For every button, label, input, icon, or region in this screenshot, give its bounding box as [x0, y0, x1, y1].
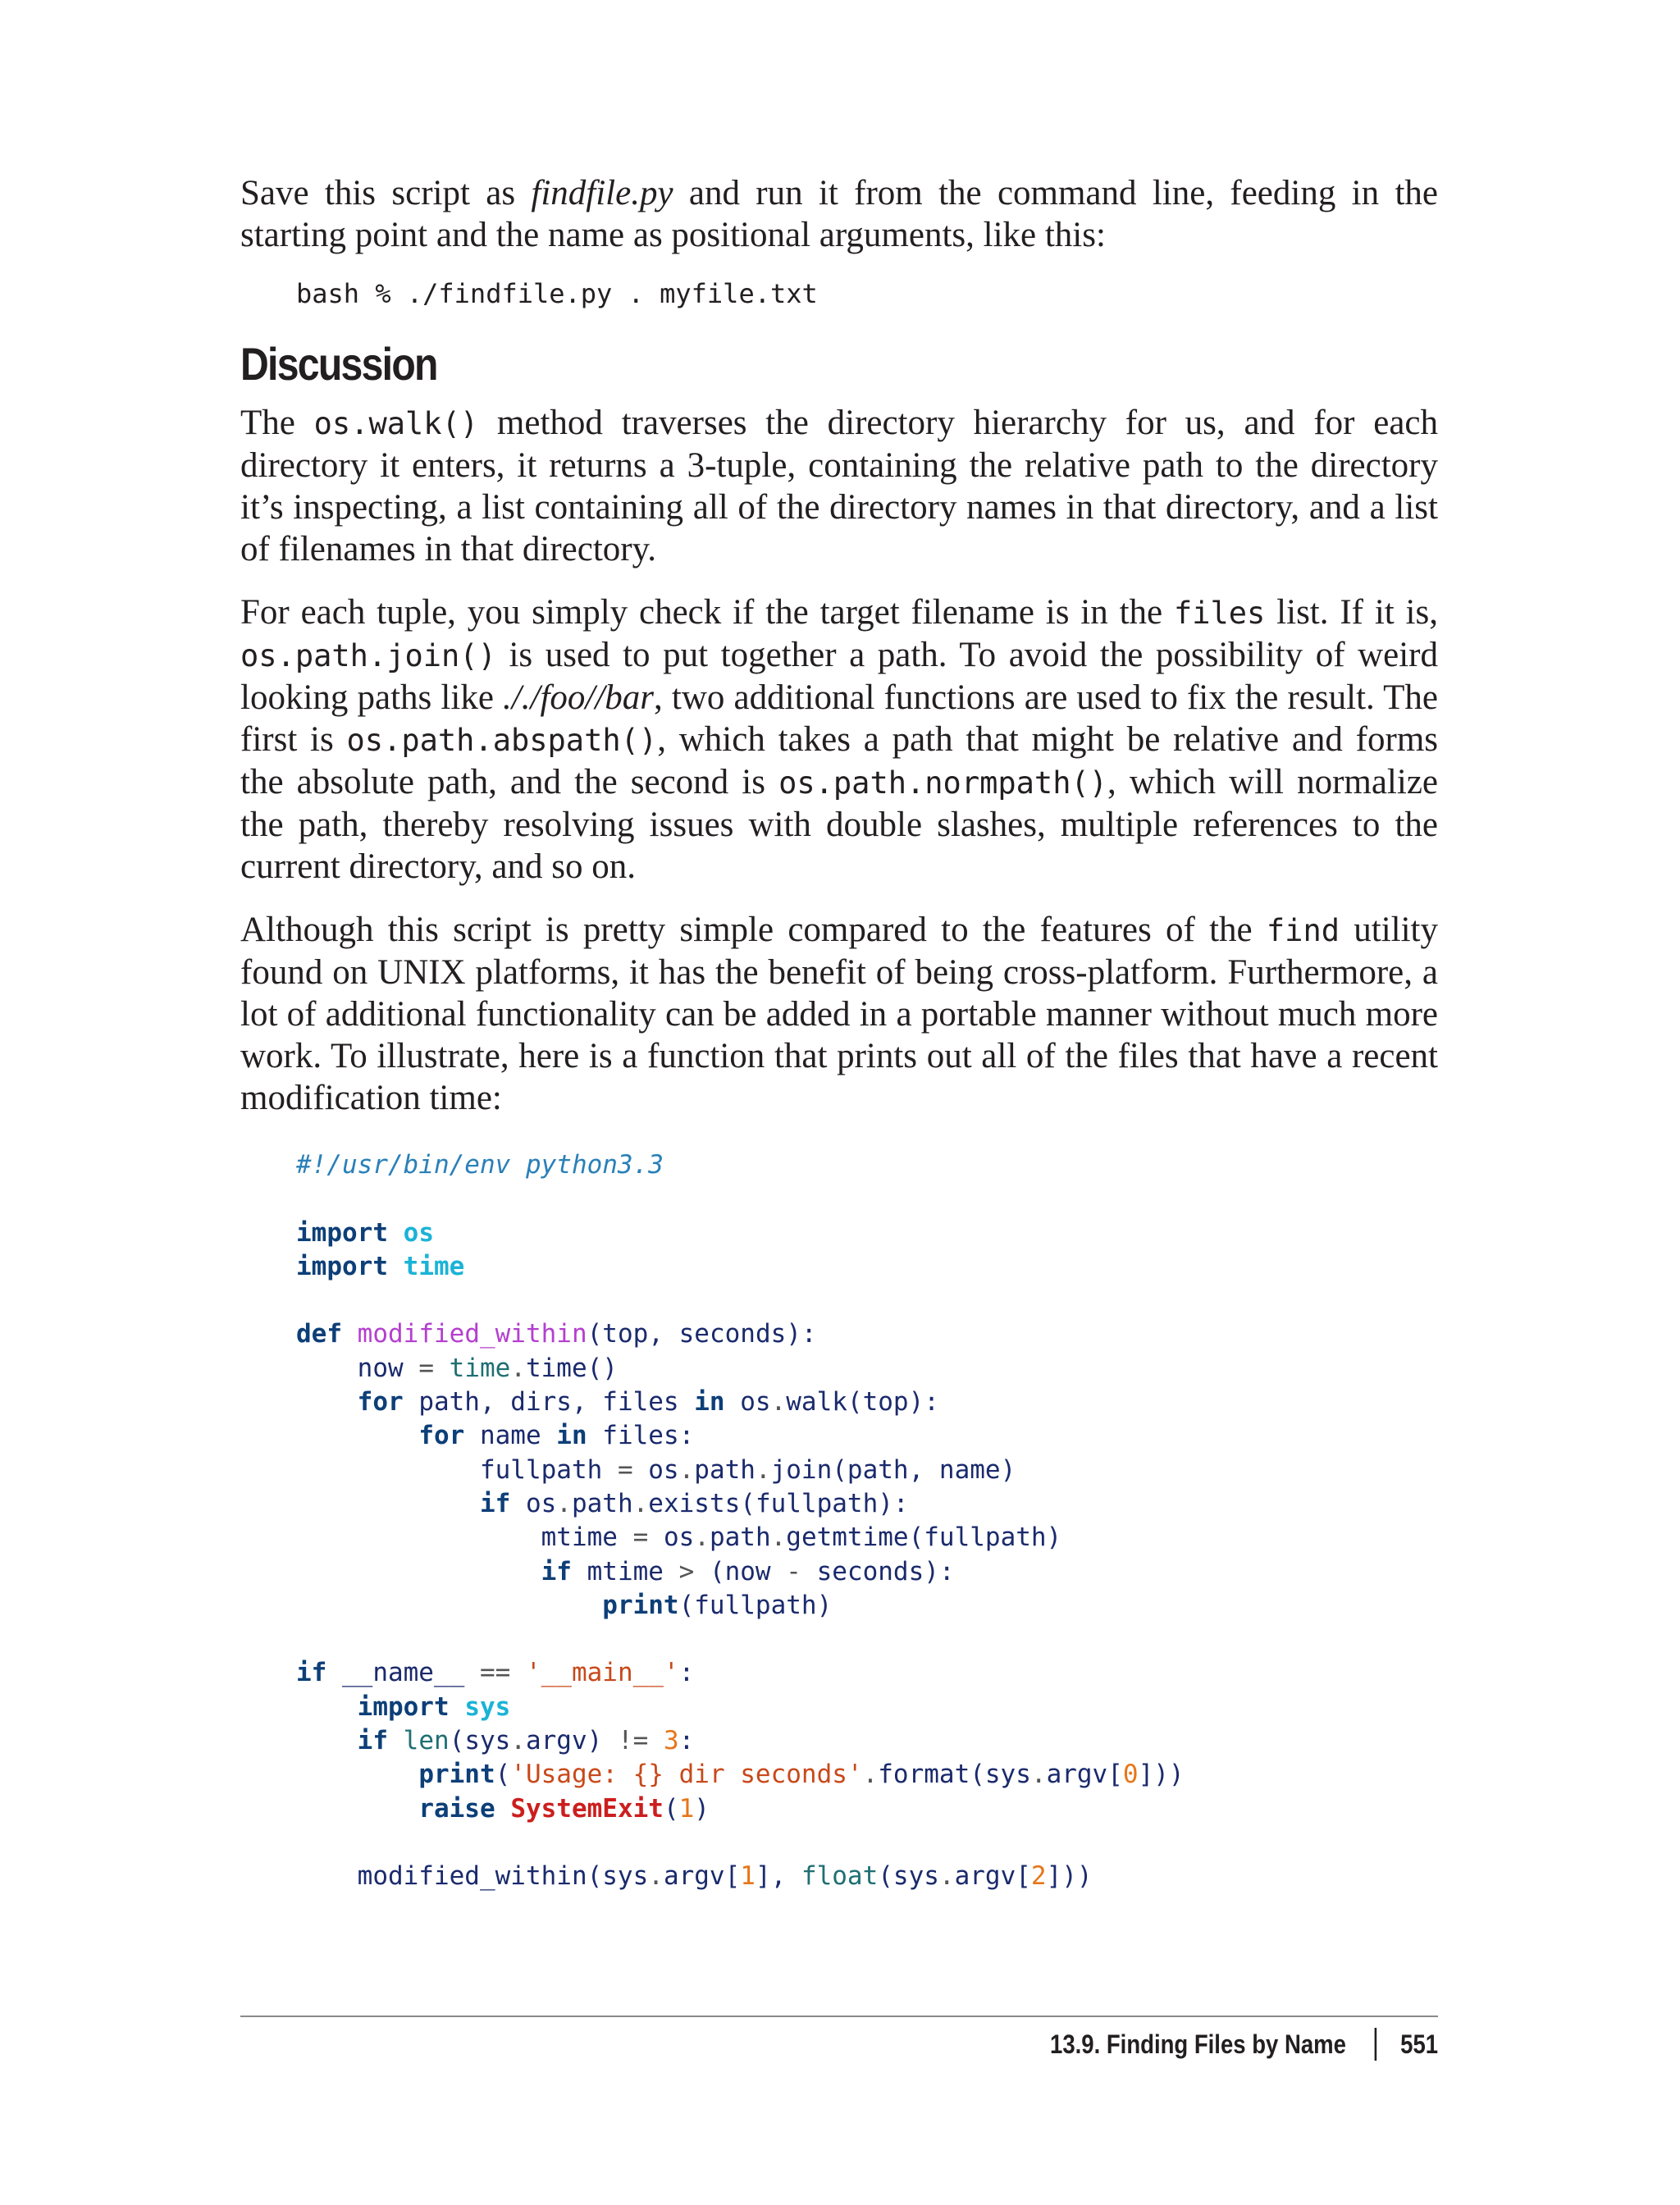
code-token-builtin: float [801, 1861, 879, 1892]
code-token-plain: fullpath [296, 1454, 618, 1485]
inline-code: os.path.join() [240, 638, 496, 673]
code-token-plain: __name__ [326, 1658, 480, 1688]
text-run: utility found on UNIX platforms, it has the benefit of being cross-platform. Furthermore, a lot of additional functionality can be added in a portable manner without much more work. To illustrate, here is a function that prints out all of the files that have a recent modification time: [240, 911, 1447, 1117]
code-token-plain [296, 1557, 541, 1586]
code-token-plain: time() [525, 1353, 618, 1383]
code-token-number: 2 [1030, 1861, 1047, 1892]
code-token-op: != [617, 1726, 649, 1756]
code-token-plain: os [510, 1488, 557, 1518]
code-token-plain: path [571, 1488, 633, 1518]
code-token-plain: (now [694, 1556, 787, 1586]
code-token-plain: os [632, 1454, 679, 1485]
code-token-plain [296, 1760, 418, 1789]
code-token-module: sys [464, 1691, 511, 1722]
code-token-number: 3 [663, 1726, 679, 1756]
code-line [296, 1521, 1438, 1554]
code-line [296, 1691, 1438, 1724]
code-token-plain: join(path, name) [770, 1454, 1016, 1485]
code-token-keyword: in [694, 1387, 725, 1418]
code-line [296, 1386, 1438, 1419]
code-token-keyword: print [418, 1760, 495, 1790]
code-token-op: . [862, 1760, 879, 1790]
text-run: The [240, 404, 314, 442]
shell-command: bash % ./findfile.py . myfile.txt [296, 278, 818, 309]
code-token-plain: os [648, 1522, 695, 1553]
inline-code: files [1173, 596, 1266, 631]
code-token-plain: : [678, 1658, 695, 1688]
code-line [296, 1487, 1438, 1521]
code-token-plain [388, 1726, 404, 1755]
code-token-plain [296, 1692, 358, 1722]
code-token-string: 'Usage: {} dir seconds' [510, 1760, 863, 1790]
code-token-op: . [770, 1522, 787, 1553]
code-token-plain: (top, seconds): [587, 1319, 817, 1349]
code-line [296, 1656, 1438, 1690]
italic-text: findfile.py [531, 174, 673, 212]
code-token-module: os [403, 1217, 434, 1248]
code-token-plain [495, 1794, 511, 1824]
code-token-plain: argv[ [954, 1861, 1031, 1892]
intro-paragraph [240, 172, 1447, 256]
footer-section-title: 13.9. Finding Files by Name [1049, 2029, 1346, 2059]
code-token-op: . [1030, 1760, 1047, 1790]
code-line [296, 1792, 1438, 1826]
inline-code: find [1266, 913, 1340, 948]
code-token-exception: SystemExit [510, 1793, 664, 1824]
code-token-op: == [479, 1658, 511, 1688]
code-token-builtin: time [449, 1353, 511, 1383]
inline-code: os.walk() [313, 406, 479, 441]
code-token-plain: now [296, 1353, 419, 1383]
code-line [296, 1284, 1438, 1317]
code-token-plain: path [694, 1454, 756, 1485]
text-run: is used to put together a path. To avoid the possibility of weird looking paths like [240, 636, 1447, 717]
code-token-plain [510, 1658, 526, 1687]
code-token-op: = [418, 1353, 434, 1383]
inline-code: os.path.normpath() [778, 765, 1108, 801]
code-token-builtin: len [403, 1726, 450, 1756]
code-token-plain [434, 1354, 450, 1383]
code-line [296, 1758, 1438, 1792]
code-token-plain [342, 1319, 358, 1349]
code-token-number: 1 [740, 1861, 756, 1892]
footer-rule [240, 2016, 1438, 2017]
italic-text: ././foo//bar [503, 678, 655, 717]
code-token-keyword: if [479, 1488, 511, 1518]
code-line [296, 1317, 1438, 1351]
code-token-plain: path, dirs, files [403, 1387, 695, 1418]
page-footer [1050, 2028, 1438, 2061]
code-line [296, 1623, 1438, 1656]
code-token-op: = [617, 1454, 633, 1485]
code-line [296, 1454, 1438, 1487]
code-token-plain: argv[ [663, 1861, 741, 1892]
code-token-plain: : [678, 1726, 695, 1756]
code-token-plain: mtime [296, 1522, 633, 1553]
code-token-plain [450, 1692, 465, 1722]
code-token-plain: exists(fullpath): [648, 1488, 909, 1518]
code-token-plain: (sys [449, 1726, 511, 1756]
page-number: 551 [1400, 2029, 1438, 2059]
code-token-keyword: if [357, 1726, 388, 1756]
code-token-plain: name [464, 1421, 557, 1451]
code-token-keyword: import [296, 1251, 388, 1281]
code-token-op: . [648, 1861, 664, 1892]
code-token-plain: ( [495, 1760, 511, 1790]
code-token-keyword: import [296, 1217, 388, 1248]
code-token-keyword: if [296, 1658, 327, 1688]
code-token-plain: walk(top): [786, 1387, 939, 1418]
code-token-plain: files: [587, 1421, 695, 1451]
body-paragraph-find [240, 909, 1447, 1119]
code-line [296, 1724, 1438, 1758]
code-line [296, 1352, 1438, 1386]
code-line [296, 1250, 1438, 1284]
code-listing [240, 1148, 1438, 1894]
code-token-keyword: import [357, 1691, 450, 1722]
code-token-op: . [938, 1861, 955, 1892]
code-token-op: . [632, 1488, 649, 1518]
code-token-plain: path [709, 1522, 771, 1553]
code-token-keyword: for [418, 1421, 465, 1451]
code-token-plain [296, 1591, 602, 1620]
body-paragraph-tuple [240, 591, 1447, 888]
code-token-op: . [694, 1522, 710, 1553]
code-line [296, 1217, 1438, 1250]
code-token-op: - [786, 1556, 801, 1586]
text-run: For each tuple, you simply check if the target filename is in the [240, 593, 1174, 632]
code-token-op: = [632, 1522, 649, 1553]
inline-code: os.path.abspath() [346, 723, 658, 758]
code-token-plain: (fullpath) [678, 1590, 833, 1620]
code-token-number: 1 [678, 1793, 695, 1824]
code-token-number: 0 [1122, 1760, 1139, 1790]
code-token-plain: ( [663, 1793, 679, 1824]
code-token-plain [388, 1252, 404, 1281]
code-token-keyword: for [357, 1387, 404, 1418]
code-token-keyword: if [541, 1556, 572, 1586]
text-run: Save this script as [240, 174, 532, 212]
code-line [296, 1826, 1438, 1860]
code-token-plain: mtime [571, 1556, 679, 1586]
text-run: and run it from the command line, feeding in the starting point and the name as positional arguments, like this: [240, 174, 1447, 254]
code-token-keyword: print [602, 1590, 679, 1620]
code-token-plain: os [724, 1387, 771, 1418]
text-run: , which takes a path that might be relative and forms the absolute path, and the second is [240, 720, 1447, 801]
text-run: list. If it is, [1265, 593, 1447, 632]
code-line [296, 1419, 1438, 1453]
code-token-plain: ) [694, 1793, 710, 1824]
section-heading: Discussion [240, 338, 437, 390]
code-token-op: . [770, 1387, 787, 1418]
code-token-plain [296, 1421, 418, 1450]
code-token-keyword: def [296, 1319, 342, 1349]
body-paragraph-walk [240, 402, 1447, 570]
text-run: , which will normalize the path, thereby resolving issues with double slashes, multiple references to the current directory, and so on. [240, 763, 1447, 886]
text-run: , two additional functions are used to fix the result. The first is [240, 678, 1447, 759]
footer-separator [1374, 2028, 1376, 2061]
code-token-plain: ])) [1138, 1760, 1185, 1790]
code-token-op: . [678, 1454, 695, 1485]
code-token-module: time [403, 1251, 465, 1281]
code-token-funcname: modified_within [357, 1319, 587, 1349]
code-token-op: . [510, 1353, 526, 1383]
text-run: method traverses the directory hierarchy for us, and for each directory it enters, it returns a 3-tuple, containing the relative path to the directory it’s inspecting, a list containing all of the directory names in that directory, and a list of filenames in that directory. [240, 404, 1447, 568]
code-line [296, 1182, 1438, 1216]
code-token-plain: argv) [525, 1726, 618, 1756]
code-token-plain [296, 1794, 418, 1824]
code-token-plain [648, 1726, 664, 1755]
code-token-op: . [510, 1726, 526, 1756]
code-token-op: . [755, 1454, 771, 1485]
code-token-plain: format(sys [878, 1760, 1031, 1790]
code-token-op: . [556, 1488, 572, 1518]
code-token-op: > [678, 1556, 695, 1586]
code-token-plain: (sys [878, 1861, 939, 1892]
code-token-plain: ])) [1046, 1861, 1093, 1892]
code-token-plain: getmtime(fullpath) [786, 1522, 1062, 1553]
code-line [296, 1555, 1438, 1589]
code-token-plain: seconds): [801, 1556, 955, 1586]
code-line [296, 1860, 1438, 1893]
code-token-plain [388, 1218, 404, 1248]
code-token-plain: modified_within(sys [296, 1861, 649, 1892]
code-token-plain [296, 1489, 480, 1518]
code-token-keyword: in [556, 1421, 587, 1451]
text-run: Although this script is pretty simple compared to the features of the [240, 911, 1267, 949]
code-token-plain: argv[ [1046, 1760, 1123, 1790]
code-token-plain [296, 1726, 358, 1755]
code-line [296, 1589, 1438, 1623]
code-token-keyword: raise [418, 1793, 495, 1824]
code-token-string: '__main__' [525, 1658, 679, 1688]
code-line [296, 1148, 1438, 1182]
page-content [240, 172, 1447, 1894]
code-token-plain [296, 1387, 358, 1417]
code-token-comment: #!/usr/bin/env python3.3 [296, 1150, 664, 1180]
code-token-plain: ], [755, 1861, 801, 1892]
